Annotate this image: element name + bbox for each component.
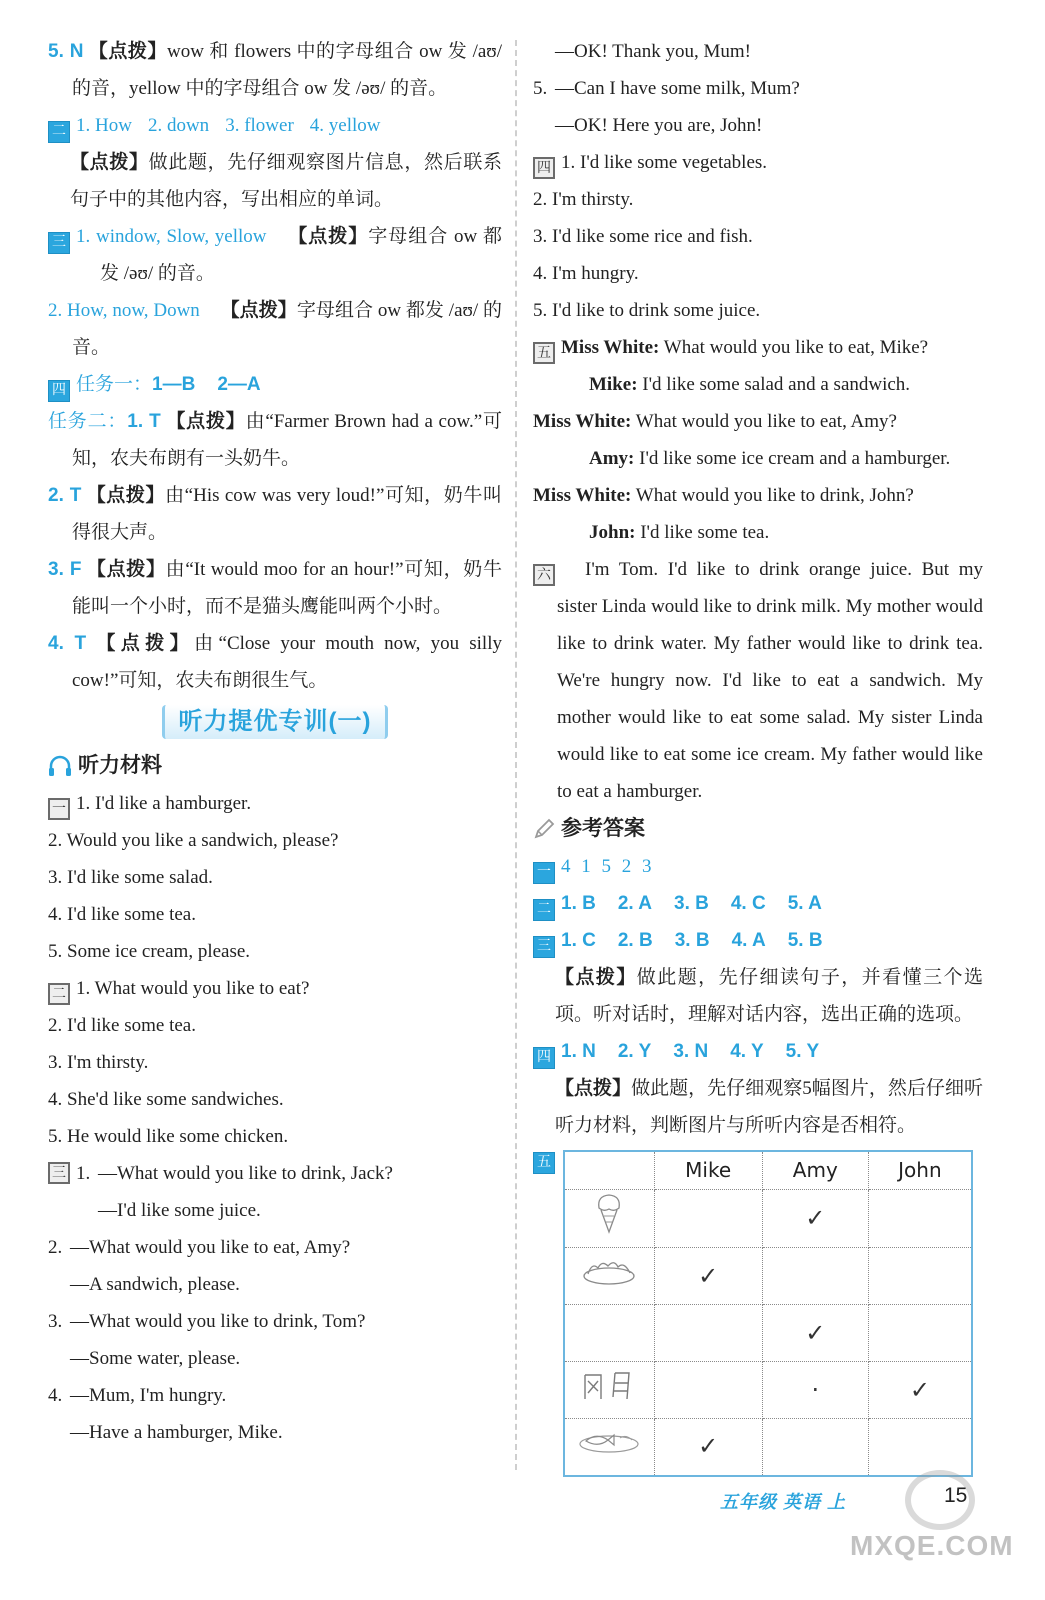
food-cell xyxy=(564,1248,654,1305)
speaker-line xyxy=(533,329,983,366)
dialog-lines xyxy=(70,1377,283,1451)
dialog-number: 4. xyxy=(48,1385,63,1406)
dialog-lines xyxy=(98,1155,393,1229)
dialog-lines xyxy=(70,1229,350,1303)
answer-row-2 xyxy=(533,885,983,922)
salad-plate-sketch xyxy=(580,1254,638,1288)
answer-word: 3. flower xyxy=(225,115,294,136)
food-cell xyxy=(564,1362,654,1419)
check-cell: ✓ xyxy=(654,1248,762,1305)
dialog-4-continued xyxy=(533,33,983,70)
section-title: 听力提优专训(一) xyxy=(162,705,389,739)
dialog-2 xyxy=(48,1229,502,1303)
check-cell: ✓ xyxy=(868,1362,972,1419)
left-column xyxy=(48,33,502,1451)
answer-choice: 2. B xyxy=(617,930,653,951)
page-number: 15 xyxy=(944,1484,968,1507)
sentence: 5. Some ice cream, please. xyxy=(48,941,251,962)
speaker-name: Miss White: xyxy=(561,337,660,358)
dialog-line: —OK! Here you are, John! xyxy=(555,115,763,136)
answer-choice: 4. A xyxy=(731,930,766,951)
check-cell xyxy=(654,1362,762,1419)
task-label: 任务一： xyxy=(76,374,153,395)
answer-choice: 1. C xyxy=(561,930,596,951)
section-marker: 二 xyxy=(48,983,70,1005)
answer-choice: 1. B xyxy=(561,893,596,914)
answer-choice: 4. Y xyxy=(730,1041,764,1062)
watermark-text: MXQE.COM xyxy=(850,1530,1014,1561)
tip-label: 【点拨】 xyxy=(88,40,168,62)
sentence: 4. I'd like some tea. xyxy=(48,904,196,925)
section-title-banner xyxy=(48,699,502,747)
answer-word: 1. How xyxy=(76,115,132,136)
check-cell xyxy=(762,1248,868,1305)
answer-choice: 5. B xyxy=(787,930,823,951)
check-cell xyxy=(868,1419,972,1476)
sentence: 2. Would you like a sandwich, please? xyxy=(48,830,339,851)
listening-4-line xyxy=(533,255,983,292)
food-cell xyxy=(564,1419,654,1476)
answer-choice: 3. B xyxy=(674,893,709,914)
listening-4-line xyxy=(533,292,983,329)
check-cell xyxy=(868,1248,972,1305)
food-cell xyxy=(564,1190,654,1248)
speaker-text: What would you like to drink, John? xyxy=(635,485,914,506)
handwritten-sketch xyxy=(579,1367,639,1403)
dialog-line: —What would you like to drink, Tom? xyxy=(70,1311,366,1332)
listening-heading xyxy=(48,747,502,785)
tip-text: wow 和 flowers 中的字母组合 ow 发 /aʊ/ 的音，yellow 中的字母组合 ow 发 /əʊ/ 的音。 xyxy=(72,41,502,99)
answer-row-3 xyxy=(533,922,983,959)
listening-2-line xyxy=(48,1007,502,1044)
listening-2-line xyxy=(48,1081,502,1118)
answer-word: 2. down xyxy=(147,115,210,136)
tip-text: 由“His cow was very loud!”可知，奶牛叫得很大声。 xyxy=(72,485,502,543)
section-marker: 四 xyxy=(533,1047,555,1069)
tip-label: 【点拨】 xyxy=(555,966,637,988)
speaker-name: Miss White: xyxy=(533,485,632,506)
listening-1-line xyxy=(48,933,502,970)
listening-2-line xyxy=(48,970,502,1007)
ice-cream-sketch xyxy=(587,1190,631,1236)
table-row xyxy=(564,1248,972,1305)
sentence: 1. I'd like a hamburger. xyxy=(76,793,252,814)
dialog-lines xyxy=(70,1303,365,1377)
answer-choice: 3. N xyxy=(673,1041,709,1062)
table-row xyxy=(564,1305,972,1362)
dialog-number: 1. xyxy=(76,1163,91,1184)
dialog-line: —Can I have some milk, Mum? xyxy=(555,78,800,99)
tip-label: 【点拨】 xyxy=(86,484,166,506)
table-header: Mike xyxy=(654,1151,762,1190)
answer-choice: 2. Y xyxy=(617,1041,652,1062)
tip-label: 【点拨】 xyxy=(96,632,195,654)
tip-label: 【点拨】 xyxy=(288,225,369,247)
dialog-line: —What would you like to eat, Amy? xyxy=(70,1237,351,1258)
table-header: John xyxy=(868,1151,972,1190)
speaker-line xyxy=(533,514,983,551)
footer-book-title: 五年级 英语 上 xyxy=(720,1492,847,1512)
dialog-number: 2. xyxy=(48,1237,63,1258)
listening-1-line xyxy=(48,896,502,933)
table-row xyxy=(564,1362,972,1419)
answer-label: 2. T xyxy=(48,485,82,506)
dialog-5 xyxy=(533,70,983,144)
fish-plate-sketch xyxy=(576,1426,642,1456)
answer-sequence: 4 1 5 2 3 xyxy=(561,856,655,877)
tip-text: 字母组合 ow 都发 /aʊ/ 的音。 xyxy=(72,300,503,358)
answer-table-block xyxy=(533,1150,983,1477)
dialog-1 xyxy=(48,1155,502,1229)
section-marker: 五 xyxy=(533,342,555,364)
task-label: 任务二： xyxy=(48,411,128,432)
dialog-line: —OK! Thank you, Mum! xyxy=(555,41,751,62)
section-marker: 四 xyxy=(533,157,555,179)
tip-text: 字母组合 ow 都发 /əʊ/ 的音。 xyxy=(100,226,502,284)
section-4-task-2-item-1 xyxy=(48,403,502,477)
answer-choice: 2. A xyxy=(617,893,652,914)
dialog-line: —A sandwich, please. xyxy=(70,1274,240,1295)
answer-row-3-tip xyxy=(533,959,983,1033)
tip-text: 由“It would moo for an hour!”可知，奶牛能叫一个小时，而不是猫头鹰能叫两个小时。 xyxy=(72,559,502,617)
dialog-line: —Some water, please. xyxy=(70,1348,241,1369)
listening-1-line xyxy=(48,822,502,859)
dialog-line: —Mum, I'm hungry. xyxy=(70,1385,227,1406)
tip-label: 【点拨】 xyxy=(166,410,246,432)
sentence: 5. He would like some chicken. xyxy=(48,1126,289,1147)
sentence: 1. I'd like some vegetables. xyxy=(561,152,768,173)
answer-choice: 5. A xyxy=(787,893,822,914)
speaker-name: John: xyxy=(589,522,636,543)
answer-choice: 3. B xyxy=(674,930,710,951)
right-column xyxy=(533,33,983,1477)
listening-heading-text: 听力材料 xyxy=(78,754,162,777)
check-cell: · xyxy=(762,1362,868,1419)
dialog-line: —I'd like some juice. xyxy=(98,1200,261,1221)
answer-row-1 xyxy=(533,848,983,885)
section-2-answers xyxy=(48,107,502,144)
listening-4-line xyxy=(533,218,983,255)
section-4-task-2-item-4 xyxy=(48,625,502,699)
sentence: 3. I'm thirsty. xyxy=(48,1052,149,1073)
table-row xyxy=(564,1419,972,1476)
section-3-item-2 xyxy=(48,292,502,366)
answer-choice: 4. C xyxy=(730,893,766,914)
tip-text: 做此题，先仔细观察图片信息，然后联系句子中的其他内容，写出相应的单词。 xyxy=(70,152,502,210)
answer-label: 5. N xyxy=(48,41,84,62)
section-4-task-1 xyxy=(48,366,502,403)
section-marker: 六 xyxy=(533,564,555,586)
check-cell xyxy=(868,1190,972,1248)
speaker-text: What would you like to eat, Mike? xyxy=(663,337,929,358)
task-answer: 1—B xyxy=(152,374,196,395)
answer-label: 1. T xyxy=(127,411,161,432)
section-marker: 四 xyxy=(48,380,70,402)
sentence: 2. I'd like some tea. xyxy=(48,1015,196,1036)
speaker-line xyxy=(533,403,983,440)
sentence: 4. I'm hungry. xyxy=(533,263,639,284)
answer-words: 2. How, now, Down xyxy=(48,300,200,321)
pen-icon xyxy=(533,818,555,840)
section-marker: 三 xyxy=(48,1162,70,1184)
speaker-line xyxy=(533,440,983,477)
check-cell xyxy=(762,1419,868,1476)
tip-label: 【点拨】 xyxy=(70,151,149,173)
answer-label: 3. F xyxy=(48,559,82,580)
tip-label: 【点拨】 xyxy=(86,558,166,580)
tip-text: 做此题，先仔细观察5幅图片，然后仔细听听力材料，判断图片与所听内容是否相符。 xyxy=(555,1078,983,1136)
speaker-text: I'd like some tea. xyxy=(640,522,770,543)
answer-row-4 xyxy=(533,1033,983,1070)
listening-2-line xyxy=(48,1118,502,1155)
dialog-3 xyxy=(48,1303,502,1377)
headphones-icon xyxy=(48,755,72,777)
column-divider xyxy=(515,40,517,1470)
answer-choice: 5. Y xyxy=(785,1041,820,1062)
speaker-text: I'd like some ice cream and a hamburger. xyxy=(639,448,951,469)
sentence: 5. I'd like to drink some juice. xyxy=(533,300,761,321)
tip-label: 【点拨】 xyxy=(220,299,297,321)
dialog-line: —Have a hamburger, Mike. xyxy=(70,1422,283,1443)
speaker-name: Amy: xyxy=(589,448,635,469)
tip-label: 【点拨】 xyxy=(555,1077,632,1099)
food-choice-table xyxy=(563,1150,973,1477)
sentence: 1. What would you like to eat? xyxy=(76,978,310,999)
blank-picture xyxy=(564,1305,654,1362)
speaker-text: What would you like to eat, Amy? xyxy=(635,411,897,432)
tip-text: 做此题，先仔细读句子，并看懂三个选项。听对话时，理解对话内容，选出正确的选项。 xyxy=(555,967,983,1025)
answer-label: 4. T xyxy=(48,633,87,654)
dialog-number: 3. xyxy=(48,1311,63,1332)
section-marker: 一 xyxy=(48,798,70,820)
dialog-line: —What would you like to drink, Jack? xyxy=(98,1163,393,1184)
check-cell xyxy=(654,1305,762,1362)
check-cell xyxy=(654,1190,762,1248)
section-4-task-2-item-3 xyxy=(48,551,502,625)
answer-words: 1. window, Slow, yellow xyxy=(76,226,267,247)
section-4-task-2-item-2 xyxy=(48,477,502,551)
sentence: 3. I'd like some rice and fish. xyxy=(533,226,753,247)
answer-row-4-tip xyxy=(533,1070,983,1144)
answer-word: 4. yellow xyxy=(309,115,381,136)
section-3-item-1 xyxy=(48,218,502,292)
sentence: 3. I'd like some salad. xyxy=(48,867,213,888)
section-marker: 五 xyxy=(533,1152,555,1174)
listening-2-line xyxy=(48,1044,502,1081)
section-2-tip xyxy=(48,144,502,218)
listening-1-line xyxy=(48,785,502,822)
tip-text: 由“Farmer Brown had a cow.”可知，农夫布朗有一头奶牛。 xyxy=(72,411,502,469)
answers-heading xyxy=(533,810,983,848)
table-header: Amy xyxy=(762,1151,868,1190)
tip-text: 由“Close your mouth now, you silly cow!”可知，农夫布朗很生气。 xyxy=(72,633,502,691)
table-header-blank xyxy=(564,1151,654,1190)
answer-item-5 xyxy=(48,33,502,107)
speaker-line xyxy=(533,477,983,514)
sentence: 2. I'm thirsty. xyxy=(533,189,634,210)
passage-text: I'm Tom. I'd like to drink orange juice. But my sister Linda would like to drink milk. My mother would like to drink water. My father would like to drink tea. We're hungry now. I'd like to eat a sandwich. My mother would like to eat some salad. My sister Linda would like to eat some ice cream. My father would like to eat a hamburger. xyxy=(557,559,983,802)
section-marker: 三 xyxy=(48,232,70,254)
sentence: 4. She'd like some sandwiches. xyxy=(48,1089,284,1110)
check-cell: ✓ xyxy=(762,1305,868,1362)
check-cell xyxy=(868,1305,972,1362)
listening-4-line xyxy=(533,144,983,181)
listening-4-line xyxy=(533,181,983,218)
check-cell: ✓ xyxy=(762,1190,868,1248)
check-cell: ✓ xyxy=(654,1419,762,1476)
section-marker: 三 xyxy=(533,936,555,958)
speaker-line xyxy=(533,366,983,403)
table-header-row xyxy=(564,1151,972,1190)
table-row xyxy=(564,1190,972,1248)
speaker-text: I'd like some salad and a sandwich. xyxy=(642,374,911,395)
section-marker: 二 xyxy=(533,899,555,921)
listening-1-line xyxy=(48,859,502,896)
section-marker: 一 xyxy=(533,862,555,884)
answers-heading-text: 参考答案 xyxy=(561,817,645,840)
answer-choice: 1. N xyxy=(561,1041,596,1062)
task-answer: 2—A xyxy=(217,374,261,395)
listening-6-passage xyxy=(533,551,983,810)
dialog-4 xyxy=(48,1377,502,1451)
section-marker: 二 xyxy=(48,121,70,143)
speaker-name: Miss White: xyxy=(533,411,632,432)
speaker-name: Mike: xyxy=(589,374,638,395)
dialog-number: 5. xyxy=(533,78,548,99)
dialog-lines xyxy=(555,70,800,144)
